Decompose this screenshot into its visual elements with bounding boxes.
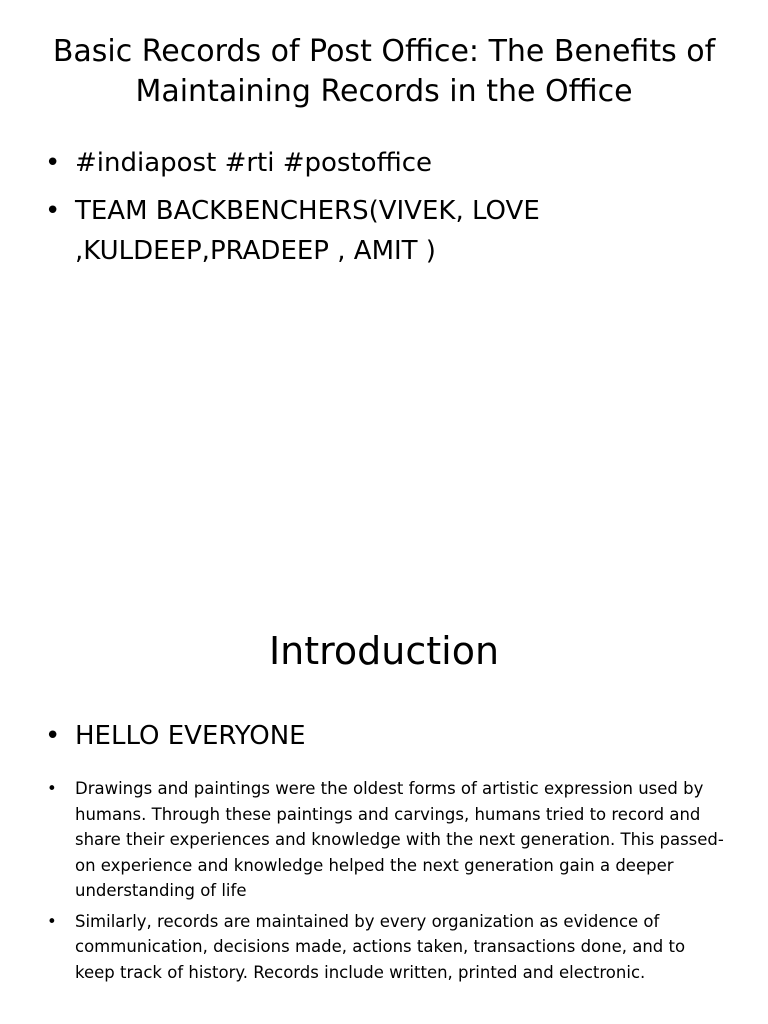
bullet-item bbox=[47, 776, 725, 904]
bullet-item bbox=[45, 143, 735, 183]
bullet-icon: • bbox=[45, 196, 61, 226]
bullet-icon: • bbox=[47, 779, 57, 798]
slide-2 bbox=[0, 576, 768, 1024]
bullet-text: Similarly, records are maintained by every organization as evidence of communication, decisions made, actions taken, transactions done, and to keep track of history. Records include written, printed and electronic. bbox=[75, 911, 686, 982]
bullet-icon: • bbox=[45, 721, 61, 751]
bullet-text: TEAM BACKBENCHERS(VIVEK, LOVE ,KULDEEP,PRADEEP , AMIT ) bbox=[75, 196, 540, 266]
bullet-text: #indiapost #rti #postoffice bbox=[75, 148, 432, 178]
bullet-item bbox=[47, 909, 725, 986]
bullet-list bbox=[47, 776, 725, 990]
bullet-list bbox=[45, 143, 735, 279]
bullet-icon: • bbox=[47, 911, 57, 931]
slide-title: Introduction bbox=[268, 629, 500, 673]
bullet-text: HELLO EVERYONE bbox=[75, 721, 306, 751]
bullet-list bbox=[45, 716, 735, 756]
bullet-text: Drawings and paintings were the oldest forms of artistic expression used by humans. Through these paintings and carvings, humans tried to record and share their experiences and knowledge with the next generation. This passed-on experience and knowledge helped the next generation gain a deeper understanding of life bbox=[75, 779, 724, 900]
bullet-icon: • bbox=[45, 148, 61, 178]
bullet-item bbox=[45, 191, 575, 271]
bullet-item bbox=[45, 716, 735, 756]
slide-title: Basic Records of Post Office: The Benefits of Maintaining Records in the Office bbox=[52, 34, 716, 109]
